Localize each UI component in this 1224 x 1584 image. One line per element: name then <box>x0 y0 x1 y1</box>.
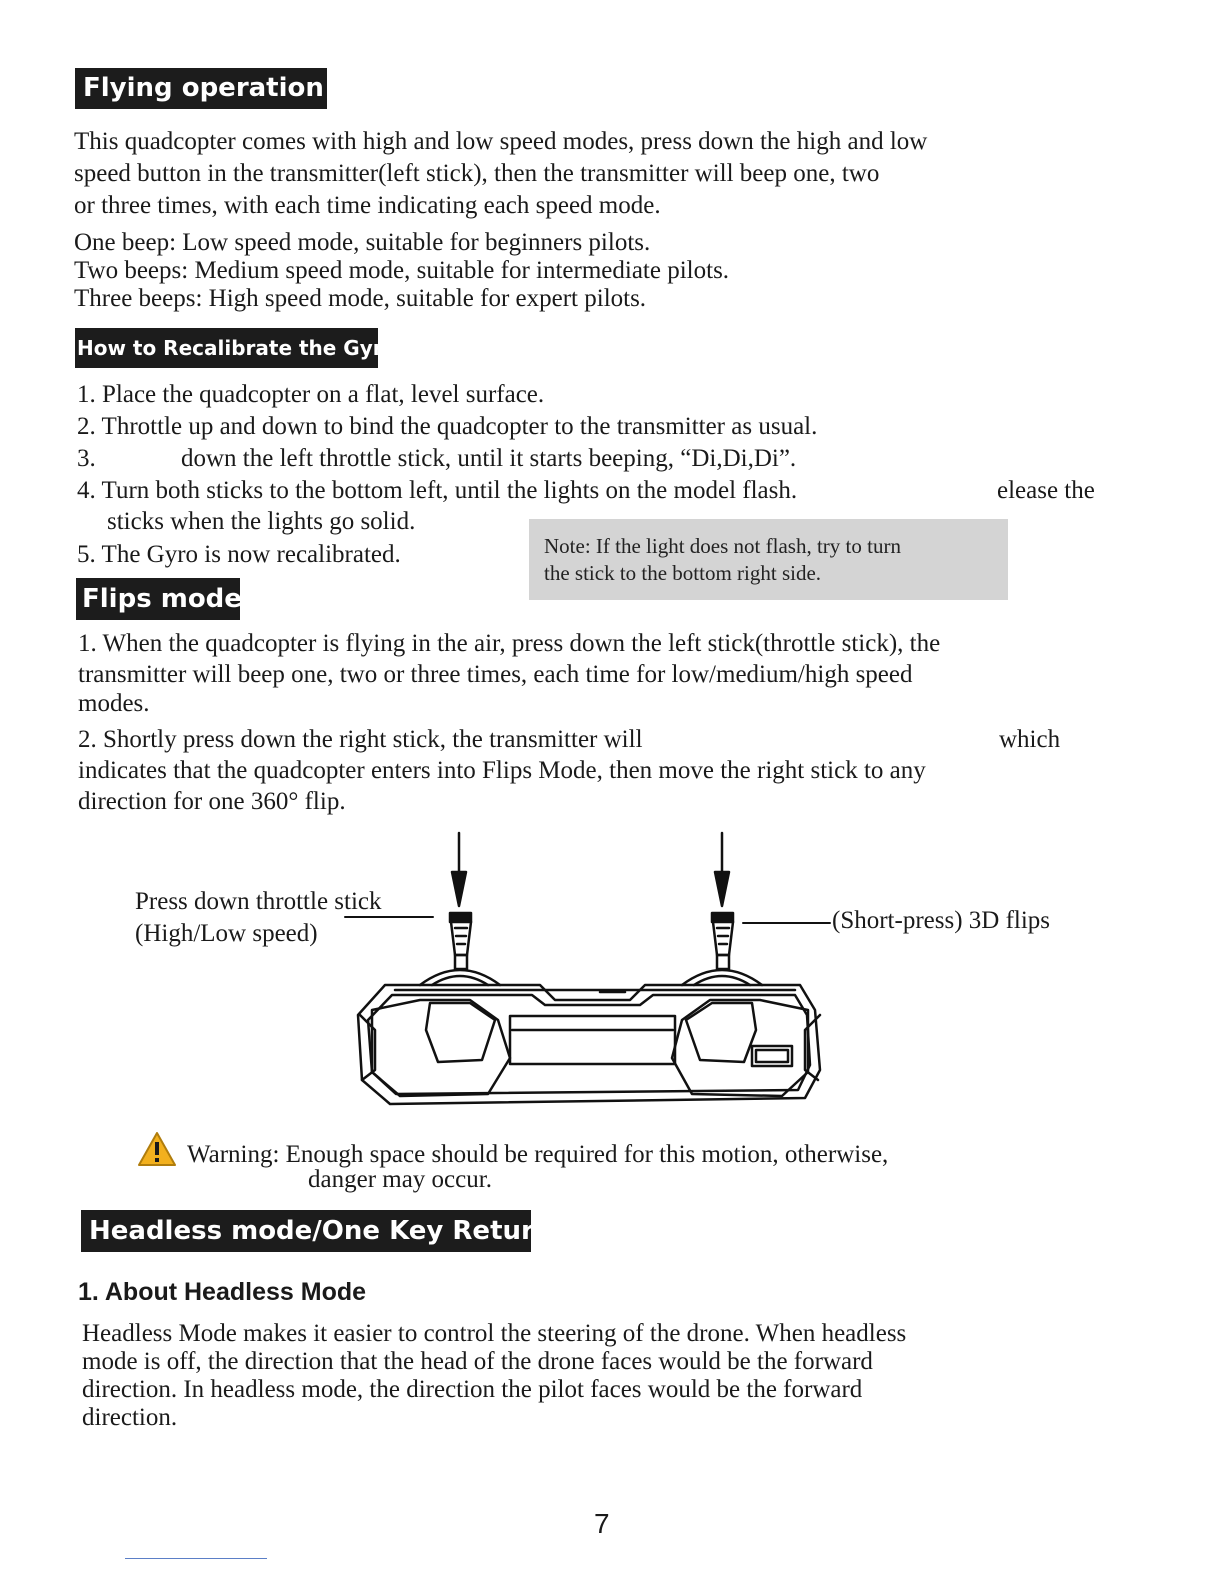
flips-p2-line-1: 2. Shortly press down the right stick, the transmitter will <box>78 726 643 753</box>
flips-stick-label: (Short-press) 3D flips <box>832 907 1051 934</box>
gyro-step-4-line-2: sticks when the lights go solid. <box>107 508 416 535</box>
flying-intro-line: This quadcopter comes with high and low speed modes, press down the high and low <box>74 128 928 155</box>
right-press-arrow <box>715 833 729 906</box>
flying-intro-line: speed button in the transmitter(left stick), then the transmitter will beep one, two <box>74 160 880 187</box>
section-header-flying-operation: Flying operation <box>75 68 327 109</box>
warning-line-2: danger may occur. <box>308 1166 492 1193</box>
flips-p1-line: transmitter will beep one, two or three times, each time for low/medium/high speed <box>78 661 913 688</box>
headless-line: mode is off, the direction that the head of the drone faces would be the forward <box>82 1348 873 1375</box>
page-number: 7 <box>594 1508 610 1539</box>
note-line: the stick to the bottom right side. <box>544 561 822 585</box>
note-line: Note: If the light does not flash, try to turn <box>544 534 901 558</box>
headless-line: direction. <box>82 1404 178 1431</box>
gyro-step-3-number: 3. <box>77 445 96 472</box>
throttle-speed-label: (High/Low speed) <box>135 920 318 947</box>
left-press-arrow <box>452 833 466 906</box>
beep-modes-list <box>74 229 729 313</box>
warning-icon <box>137 1131 177 1167</box>
flips-p1-line: 1. When the quadcopter is flying in the air, press down the left stick(throttle stick), the <box>78 630 941 657</box>
flips-p2-word-which: which <box>999 726 1061 753</box>
flying-intro-line: or three times, with each time indicating each speed mode. <box>74 192 661 219</box>
flips-p2-line-3: direction for one 360° flip. <box>78 788 346 815</box>
section-header-recalibrate-gyro: How to Recalibrate the Gyro <box>75 328 378 368</box>
flips-p2-line-2: indicates that the quadcopter enters into Flips Mode, then move the right stick to any <box>78 757 926 784</box>
section-header-flips-mode: Flips mode: <box>76 578 240 620</box>
section-header-headless-mode: Headless mode/One Key Return： <box>81 1210 531 1252</box>
warning-line-1: Warning: Enough space should be required for this motion, otherwise, <box>187 1141 889 1168</box>
beep-mode-item: Two beeps: Medium speed mode, suitable for intermediate pilots. <box>74 257 730 284</box>
transmitter-body <box>358 985 820 1104</box>
headless-subtitle: 1. About Headless Mode <box>78 1278 367 1306</box>
throttle-stick-label: Press down throttle stick <box>135 888 382 915</box>
flips-paragraph-1 <box>78 628 940 717</box>
gyro-step-4: 4. Turn both sticks to the bottom left, until the lights on the model flash. <box>77 477 798 504</box>
left-stick <box>420 913 500 985</box>
gyro-step-5: 5. The Gyro is now recalibrated. <box>77 541 401 568</box>
beep-mode-item: Three beeps: High speed mode, suitable for expert pilots. <box>74 285 647 312</box>
gyro-step-2: 2. Throttle up and down to bind the quadcopter to the transmitter as usual. <box>77 413 818 440</box>
gyro-step-3-text: down the left throttle stick, until it starts beeping, “Di,Di,Di”. <box>181 445 797 472</box>
headless-paragraph <box>82 1320 906 1432</box>
headless-line: direction. In headless mode, the direction the pilot faces would be the forward <box>82 1376 863 1403</box>
gyro-step-4-continued: elease the <box>997 477 1095 504</box>
gyro-step-1: 1. Place the quadcopter on a flat, level surface. <box>77 381 545 408</box>
transmitter-diagram <box>0 820 1224 1120</box>
headless-line: Headless Mode makes it easier to control the steering of the drone. When headless <box>82 1320 907 1347</box>
flips-p1-line: modes. <box>78 690 150 717</box>
gyro-note-box <box>529 519 1008 600</box>
footer-rule <box>125 1558 267 1559</box>
flying-intro-paragraph <box>74 126 927 222</box>
beep-mode-item: One beep: Low speed mode, suitable for beginners pilots. <box>74 229 651 256</box>
